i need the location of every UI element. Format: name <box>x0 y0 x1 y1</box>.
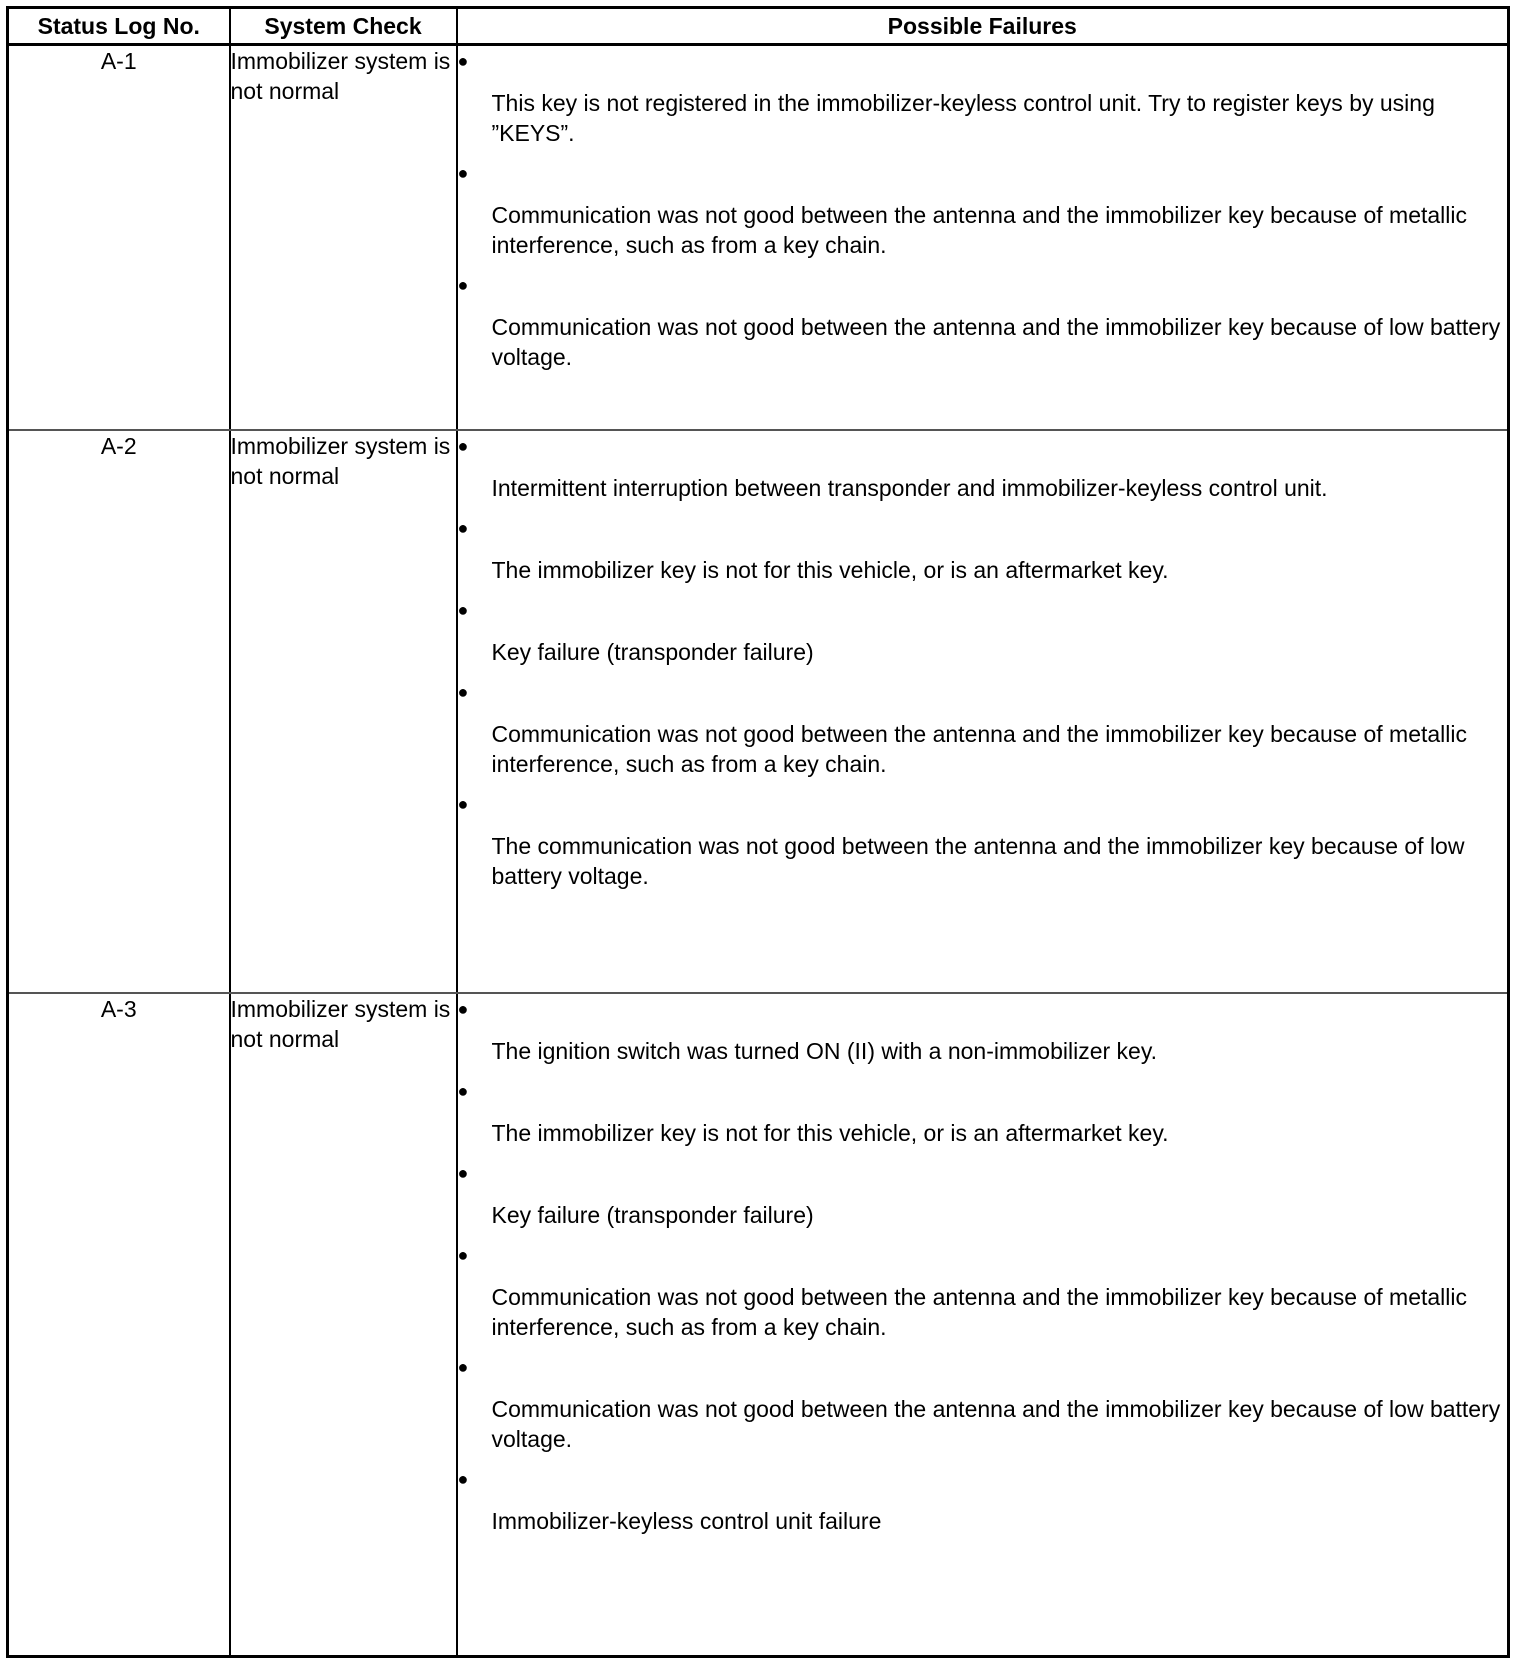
bullet-icon: ● <box>457 163 469 183</box>
failure-item <box>458 789 1508 891</box>
failure-item <box>458 994 1508 1066</box>
failure-item <box>458 270 1508 372</box>
failure-item <box>458 46 1508 148</box>
failure-text: Communication was not good between the antenna and the immobilizer key because of metallic interference, such as from a key chain. <box>491 202 1468 258</box>
failure-item <box>458 677 1508 779</box>
bullet-icon: ● <box>457 998 469 1019</box>
failure-text: Intermittent interruption between transponder and immobilizer-keyless control unit. <box>491 474 1328 501</box>
system-check-cell: Immobilizer system is not normal <box>230 993 457 1657</box>
failure-item <box>458 158 1508 260</box>
bullet-icon: ● <box>457 1356 469 1377</box>
status-log-table <box>6 6 1510 1658</box>
failure-item <box>458 1240 1508 1342</box>
bullet-icon: ● <box>457 517 469 538</box>
bullet-icon: ● <box>457 51 469 71</box>
header-system-check: System Check <box>230 8 457 45</box>
system-check-cell: Immobilizer system is not normal <box>230 430 457 993</box>
failure-text: Immobilizer-keyless control unit failure <box>491 1507 882 1534</box>
failure-text: Communication was not good between the antenna and the immobilizer key because of metallic interference, such as from a key chain. <box>491 720 1468 777</box>
failure-item <box>458 431 1508 503</box>
status-log-no-cell: A-3 <box>8 993 230 1657</box>
failure-item <box>458 1158 1508 1230</box>
table-row <box>8 993 1509 1657</box>
failure-text: The immobilizer key is not for this vehicle, or is an aftermarket key. <box>491 1119 1169 1146</box>
failure-item <box>458 1352 1508 1454</box>
failure-text: The immobilizer key is not for this vehicle, or is an aftermarket key. <box>491 556 1169 583</box>
status-log-no-cell: A-2 <box>8 430 230 993</box>
possible-failures-cell <box>457 993 1509 1657</box>
status-log-no-cell: A-1 <box>8 45 230 430</box>
bullet-icon: ● <box>457 599 469 620</box>
failure-item <box>458 513 1508 585</box>
bullet-icon: ● <box>457 1162 469 1183</box>
bullet-icon: ● <box>457 1468 469 1489</box>
table-row <box>8 430 1509 993</box>
possible-failures-cell <box>457 430 1509 993</box>
failure-text: Key failure (transponder failure) <box>491 638 814 665</box>
bullet-icon: ● <box>457 435 469 456</box>
header-possible-failures: Possible Failures <box>457 8 1509 45</box>
system-check-cell: Immobilizer system is not normal <box>230 45 457 430</box>
failure-text: The communication was not good between the antenna and the immobilizer key because of low battery voltage. <box>491 832 1465 889</box>
bullet-icon: ● <box>457 793 469 814</box>
bullet-icon: ● <box>457 275 469 295</box>
header-row <box>8 8 1509 45</box>
bullet-icon: ● <box>457 1244 469 1265</box>
failure-item <box>458 1076 1508 1148</box>
header-status-log-no: Status Log No. <box>8 8 230 45</box>
failure-item <box>458 595 1508 667</box>
failure-text: Key failure (transponder failure) <box>491 1201 814 1228</box>
failure-item <box>458 1464 1508 1536</box>
failure-text: This key is not registered in the immobilizer-keyless control unit. Try to register keys by using ”KEYS”. <box>491 90 1435 146</box>
failure-text: The ignition switch was turned ON (II) with a non-immobilizer key. <box>491 1037 1158 1064</box>
bullet-icon: ● <box>457 1080 469 1101</box>
failure-text: Communication was not good between the antenna and the immobilizer key because of low battery voltage. <box>491 314 1501 370</box>
table-row <box>8 45 1509 430</box>
bullet-icon: ● <box>457 681 469 702</box>
failure-text: Communication was not good between the antenna and the immobilizer key because of low battery voltage. <box>491 1395 1501 1452</box>
possible-failures-cell <box>457 45 1509 430</box>
failure-text: Communication was not good between the antenna and the immobilizer key because of metallic interference, such as from a key chain. <box>491 1283 1468 1340</box>
